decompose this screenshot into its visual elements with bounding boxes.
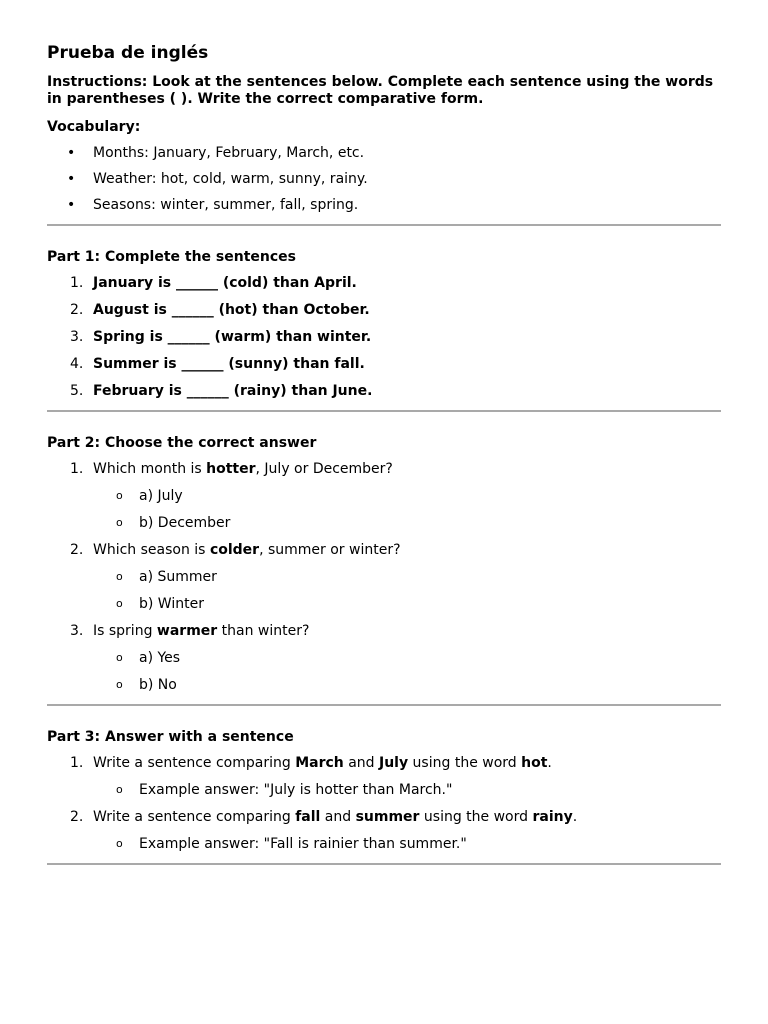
answer-option: o b) No [93,676,721,694]
question-text: Which season is [93,542,210,558]
vocabulary-list [47,144,721,214]
question-keyword: hot [521,755,548,771]
question-keyword: warmer [156,623,218,639]
sentence: August is ______ (hot) than October. [93,302,370,318]
item-number: 3. [70,329,84,345]
answer-option: o a) Yes [93,649,721,667]
answer-options [93,487,721,532]
question-keyword: colder [209,542,260,558]
question-keyword: March [295,755,344,771]
part2-question [47,460,721,532]
answer-option: o b) December [93,514,721,532]
vocabulary-heading: Vocabulary: [47,119,141,135]
part1-list [47,274,721,400]
part2-list [47,460,721,694]
part1-item [47,274,721,292]
item-number: 1. [70,461,84,477]
question-text: . [547,755,552,771]
item-number: 2. [70,302,84,318]
question-text: , July or December? [255,461,393,477]
item-number: 5. [70,383,84,399]
divider [47,704,721,706]
item-number: 1. [70,275,84,291]
question-keyword: July [379,755,409,771]
sentence: February is ______ (rainy) than June. [93,383,373,399]
part1-item [47,328,721,346]
question-keyword: summer [355,809,420,825]
question-text: Write a sentence comparing [93,755,296,771]
part3-question [47,754,721,799]
question-keyword: hotter [206,461,256,477]
part2-question [47,622,721,694]
part1-item [47,301,721,319]
part1-item [47,355,721,373]
item-number: 2. [70,809,84,825]
sentence: January is ______ (cold) than April. [93,275,357,291]
question-text: . [572,809,578,825]
divider [47,410,721,412]
item-number: 1. [70,755,84,771]
question-text: using the word [408,755,522,771]
question-keyword: fall [295,809,321,825]
part2-question [47,541,721,613]
example-answer-list [93,835,721,853]
question-text: and [343,755,379,771]
question-text: using the word [419,809,533,825]
part3-list [47,754,721,853]
item-number: 2. [70,542,84,558]
item-number: 4. [70,356,84,372]
part1-heading: Part 1: Complete the sentences [47,249,296,265]
example-answer-list [93,781,721,799]
part3-question [47,808,721,853]
question-text: Which month is [93,461,207,477]
answer-option: o b) Winter [93,595,721,613]
divider [47,224,721,226]
question-keyword: rainy [532,809,573,825]
part1-item [47,382,721,400]
example-answer: o Example answer: "July is hotter than March." [93,781,721,799]
answer-option: o a) July [93,487,721,505]
question-text: Write a sentence comparing [93,809,296,825]
sentence: Spring is ______ (warm) than winter. [93,329,372,345]
question-text: than winter? [217,623,310,639]
question-text: and [320,809,356,825]
part3-heading: Part 3: Answer with a sentence [47,729,294,745]
vocabulary-item: • Weather: hot, cold, warm, sunny, rainy. [47,170,721,188]
question-text: , summer or winter? [259,542,401,558]
answer-options [93,568,721,613]
vocabulary-item: • Months: January, February, March, etc. [47,144,721,162]
question-text: Is spring [93,623,157,639]
sentence: Summer is ______ (sunny) than fall. [93,356,365,372]
example-answer: o Example answer: "Fall is rainier than summer." [93,835,721,853]
item-number: 3. [70,623,84,639]
divider [47,863,721,865]
part2-heading: Part 2: Choose the correct answer [47,435,317,451]
answer-option: o a) Summer [93,568,721,586]
answer-options [93,649,721,694]
page-title: Prueba de inglés [47,43,209,63]
vocabulary-item: • Seasons: winter, summer, fall, spring. [47,196,721,214]
instructions: Instructions: Look at the sentences below. Complete each sentence using the words in parentheses ( ). Write the correct comparative form. [47,74,714,107]
